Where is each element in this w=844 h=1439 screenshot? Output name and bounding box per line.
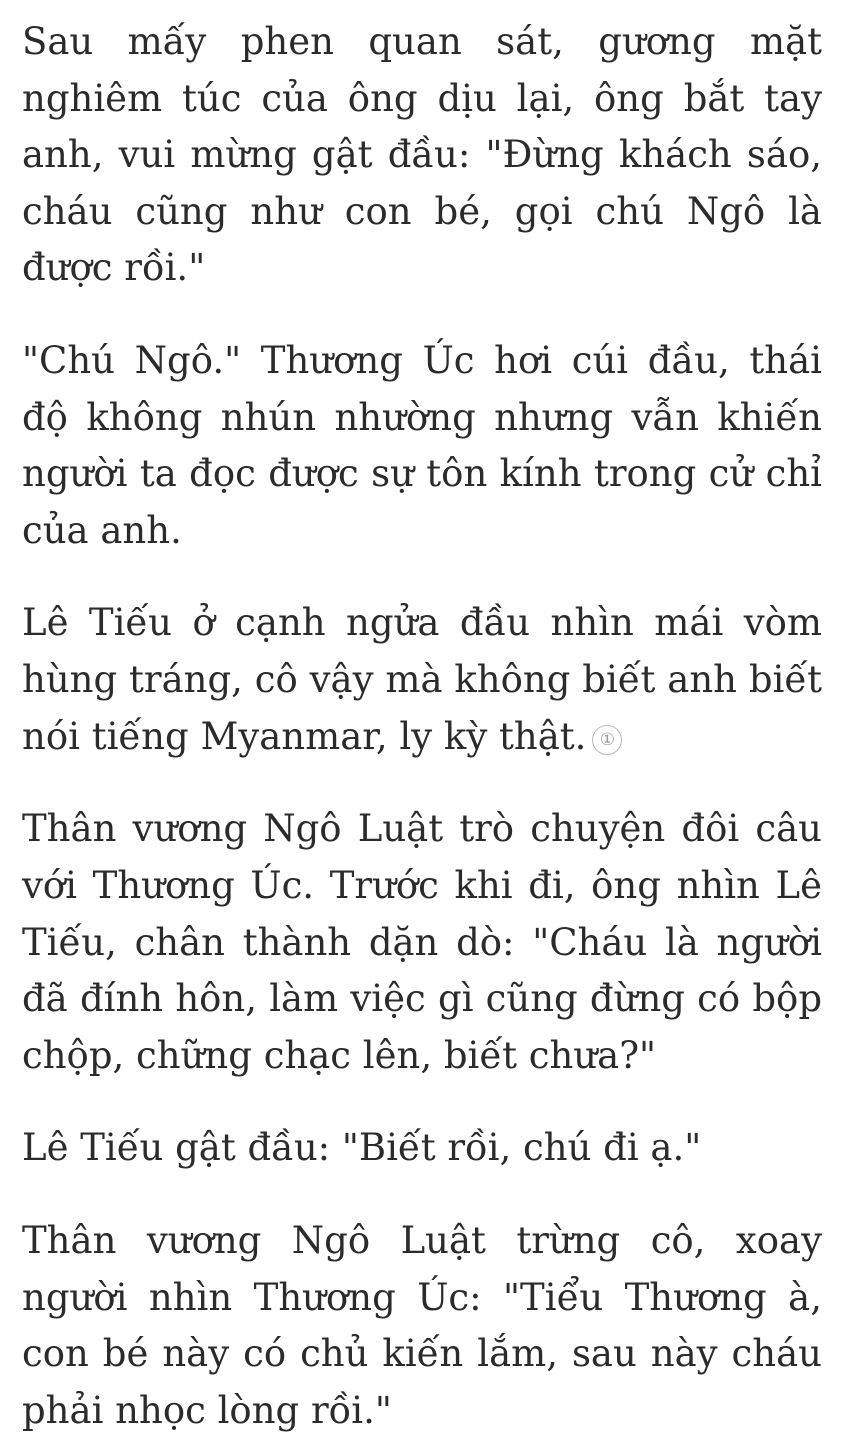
- paragraph: "Chú Ngô." Thương Úc hơi cúi đầu, thái độ không nhún nhường nhưng vẫn khiến người ta đọc được sự tôn kính trong cử chỉ của anh.: [22, 339, 822, 552]
- paragraph: Sau mấy phen quan sát, gương mặt nghiêm túc của ông dịu lại, ông bắt tay anh, vui mừng gật đầu: "Đừng khách sáo, cháu cũng như con bé, gọi chú Ngô là được rồi.": [22, 20, 822, 290]
- paragraph: Lê Tiếu gật đầu: "Biết rồi, chú đi ạ.": [22, 1126, 702, 1170]
- paragraph-text: Lê Tiếu ở cạnh ngửa đầu nhìn mái vòm hùng tráng, cô vậy mà không biết anh biết nói tiếng Myanmar, ly kỳ thật.: [22, 601, 822, 758]
- paragraph-with-footnote: [22, 595, 822, 765]
- paragraph: Thân vương Ngô Luật trò chuyện đôi câu với Thương Úc. Trước khi đi, ông nhìn Lê Tiếu, chân thành dặn dò: "Cháu là người đã đính hôn, làm việc gì cũng đừng có bộp chộp, chững chạc lên, biết chưa?": [22, 807, 822, 1077]
- footnote-marker-icon[interactable]: ①: [592, 725, 622, 755]
- paragraph: Thân vương Ngô Luật trừng cô, xoay người nhìn Thương Úc: "Tiểu Thương à, con bé này có chủ kiến lắm, sau này cháu phải nhọc lòng rồi.": [22, 1218, 822, 1432]
